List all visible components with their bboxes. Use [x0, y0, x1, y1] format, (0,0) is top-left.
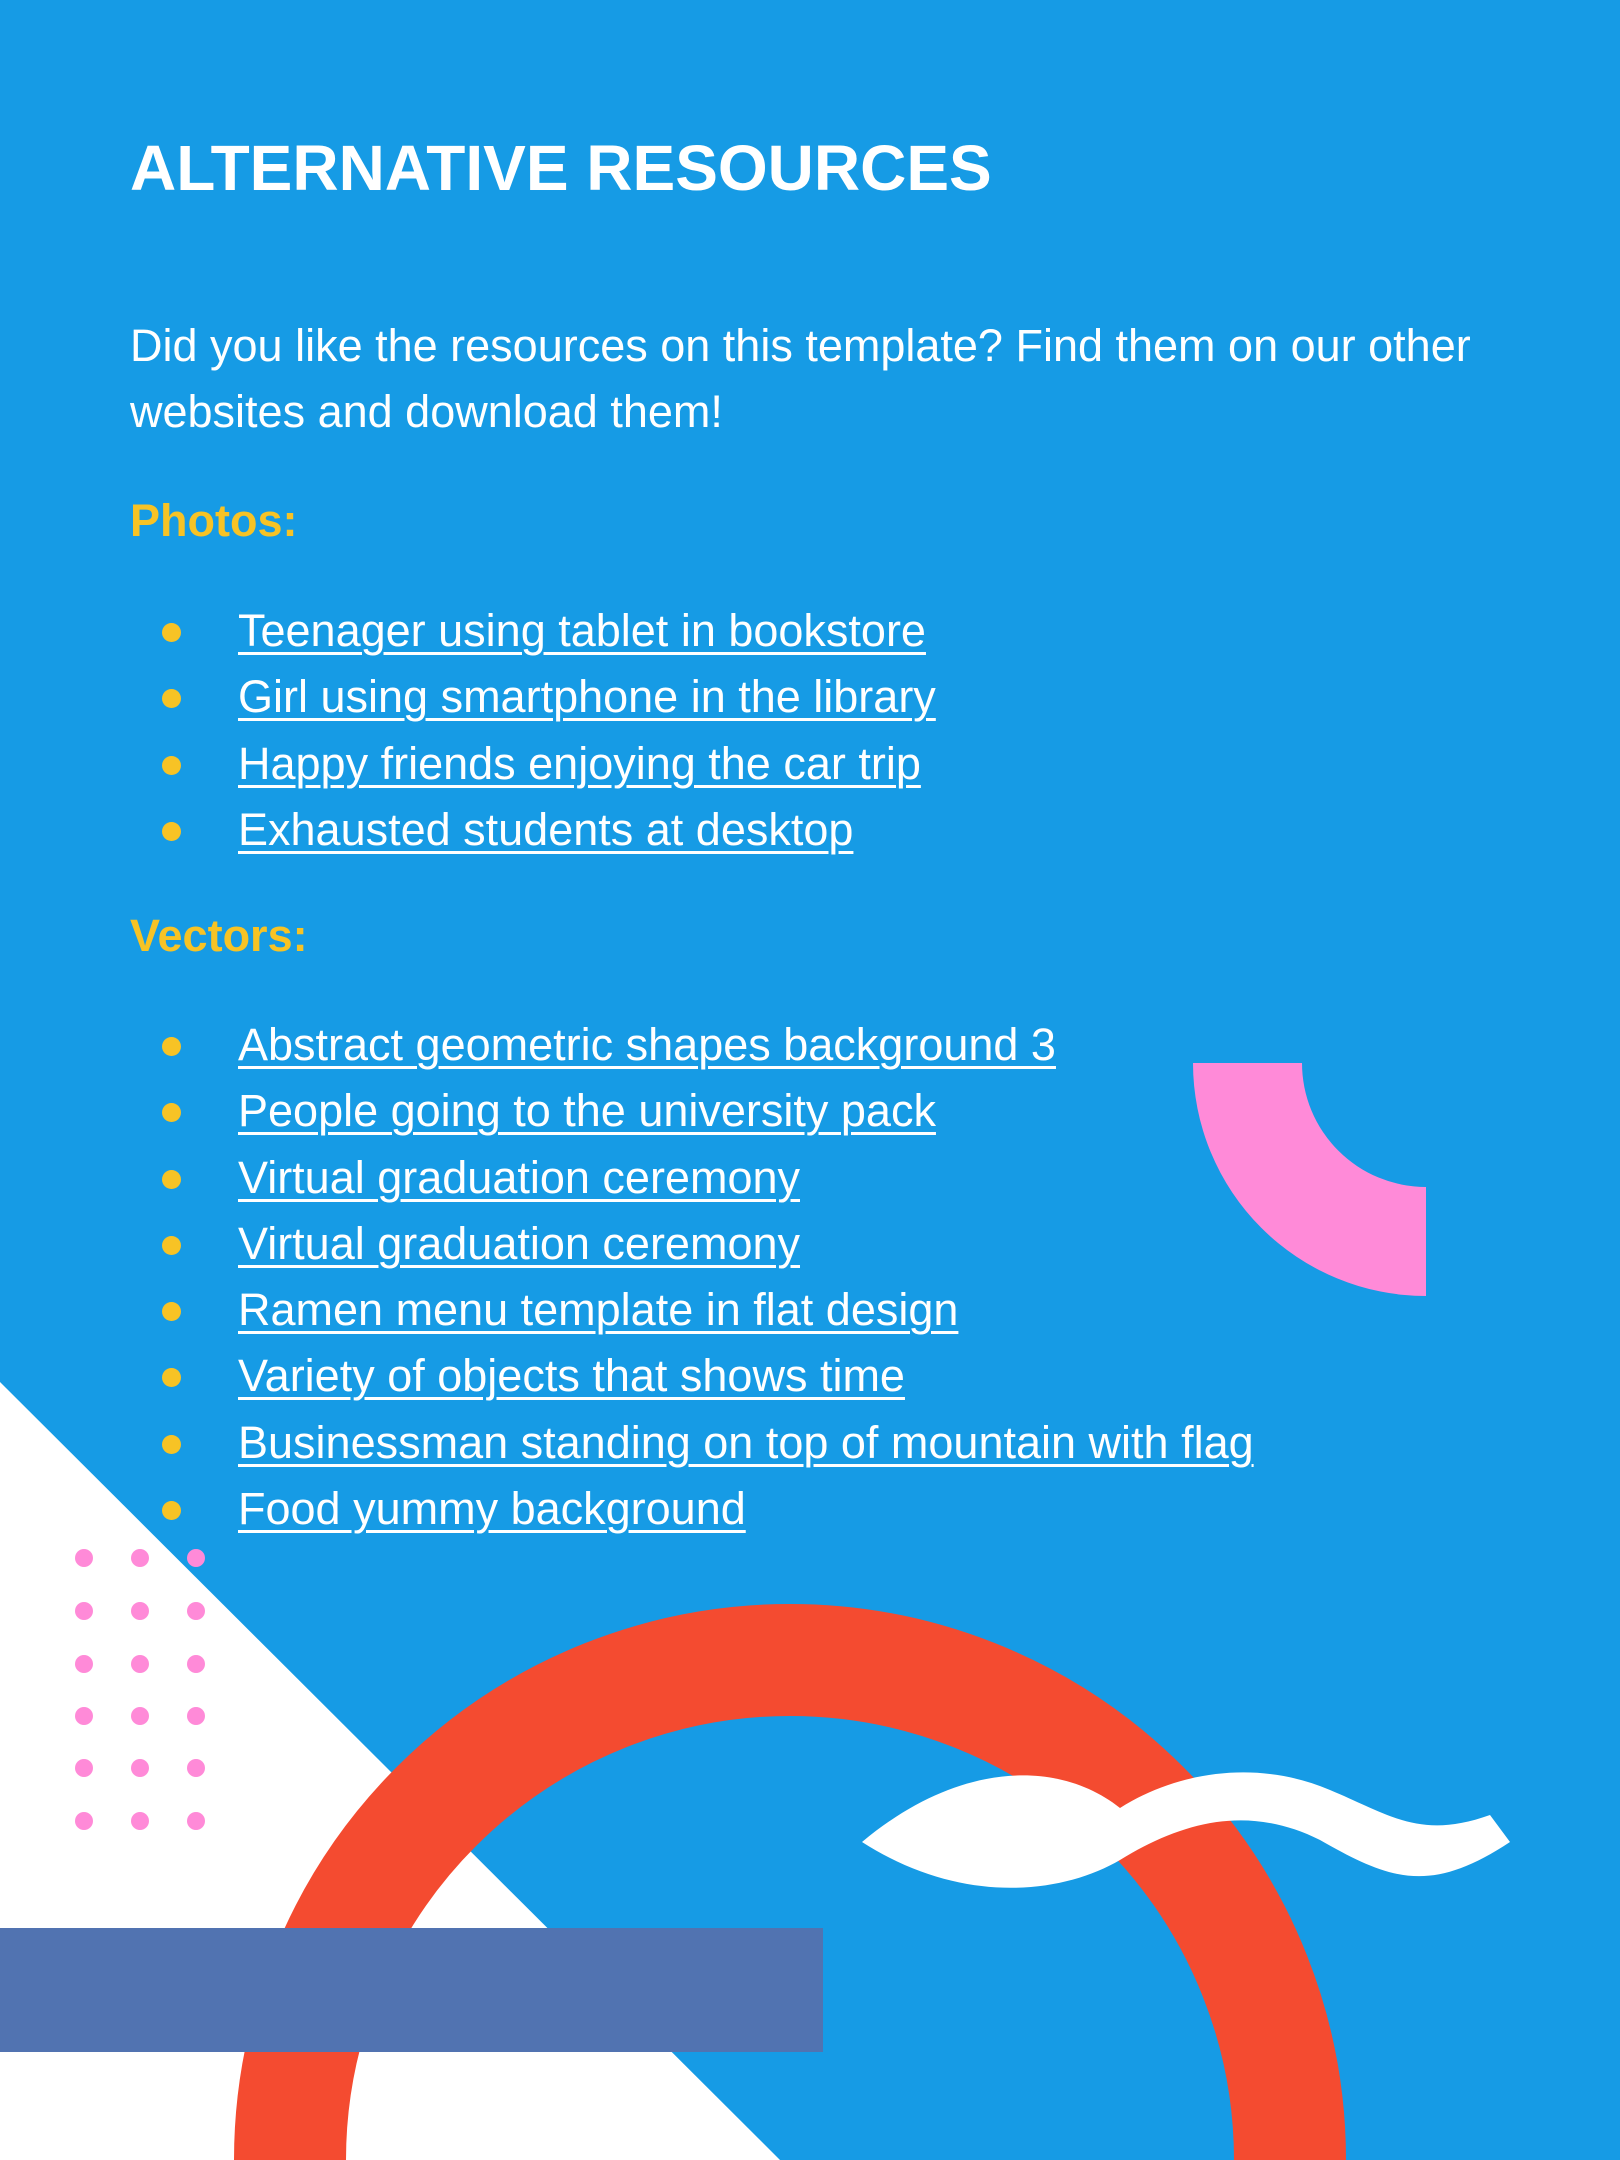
list-item — [130, 1012, 1254, 1078]
photo-link[interactable]: Exhausted students at desktop — [238, 803, 854, 855]
photos-heading: Photos: — [130, 495, 298, 546]
list-item — [130, 1476, 1254, 1542]
vectors-list — [130, 1012, 1254, 1542]
bullet-icon — [162, 1170, 181, 1189]
bullet-icon — [162, 1302, 181, 1321]
photo-link[interactable]: Happy friends enjoying the car trip — [238, 737, 921, 789]
vectors-heading: Vectors: — [130, 910, 308, 961]
bullet-icon — [162, 756, 181, 775]
list-item — [130, 731, 936, 797]
list-item — [130, 1211, 1254, 1277]
list-item — [130, 664, 936, 730]
bullet-icon — [162, 1368, 181, 1387]
vector-link[interactable]: Virtual graduation ceremony — [238, 1151, 800, 1203]
photos-list — [130, 598, 936, 863]
bullet-icon — [162, 1501, 181, 1520]
slate-rectangle-shape — [0, 1928, 823, 2052]
bullet-icon — [162, 1236, 181, 1255]
vector-link[interactable]: Ramen menu template in flat design — [238, 1284, 959, 1336]
intro-text: Did you like the resources on this template? Find them on our other websites and download them! — [130, 320, 1471, 437]
list-item — [130, 1277, 1254, 1343]
vector-link[interactable]: Food yummy background — [238, 1483, 746, 1535]
vector-link[interactable]: Virtual graduation ceremony — [238, 1217, 800, 1269]
list-item — [130, 1410, 1254, 1476]
photo-link[interactable]: Teenager using tablet in bookstore — [238, 605, 926, 656]
vector-link[interactable]: People going to the university pack — [238, 1085, 936, 1137]
list-item — [130, 1145, 1254, 1211]
vector-link[interactable]: Businessman standing on top of mountain with flag — [238, 1416, 1254, 1468]
bullet-icon — [162, 1435, 181, 1454]
list-item — [130, 797, 936, 863]
bullet-icon — [162, 822, 181, 841]
bullet-icon — [162, 1037, 181, 1056]
page-title: ALTERNATIVE RESOURCES — [130, 132, 992, 204]
list-item — [130, 1343, 1254, 1409]
bullet-icon — [162, 689, 181, 708]
vector-link[interactable]: Variety of objects that shows time — [238, 1350, 905, 1402]
bullet-icon — [162, 1103, 181, 1122]
photo-link[interactable]: Girl using smartphone in the library — [238, 671, 936, 723]
bullet-icon — [162, 623, 181, 642]
vector-link[interactable]: Abstract geometric shapes background 3 — [238, 1019, 1056, 1070]
list-item — [130, 598, 936, 664]
list-item — [130, 1078, 1254, 1144]
